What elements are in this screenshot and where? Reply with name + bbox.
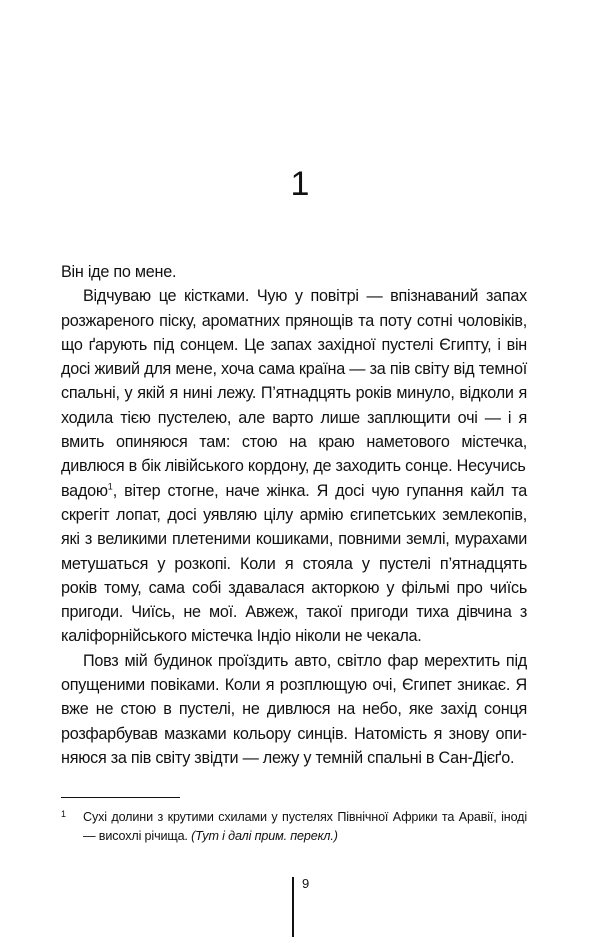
paragraph-2-part-2: вадою <box>61 481 108 500</box>
footnote-divider <box>61 797 180 798</box>
page-number: 9 <box>302 876 310 891</box>
paragraph-1: Він іде по мене. <box>61 263 177 281</box>
footnote <box>61 808 527 846</box>
footnote-marker: 1 <box>61 809 66 819</box>
paragraph-2-part-3: , вітер стогне, наче жінка. Я досі чую гупання кайл та скрегіт лопат, досі уявляю цілу армію єгипетських землекопів, які з великими плетеними кошиками, повними землі, мурахами метушаться у розкопі. Коли я стояла у пустелі п’ятнадцять років тому, сама собі здавалася акторкою у фільмі про чиїсь пригоди. Чиїсь, не мої. Авжеж, такої пригоди тиха дівчина з каліфорнійського містечка Індіо ніколи не чекала. <box>61 481 527 646</box>
body-text <box>61 260 527 770</box>
paragraph-3: Повз мій будинок проїздить авто, світло фар мерехтить під опущеними повіками. Коли я розплющую очі, Єгипет зникає. Я вже не стою в пустелі, не дивлюся на небо, яке захід сонця розфарбував мазками кольору синців. Натомість я знову опиняюся за пів світу звідти — лежу у темній спальні в Сан-Дієґо. <box>61 651 527 767</box>
footnote-text: Сухі долини з крутими схилами у пустелях Північної Африки та Аравії, іноді — висохлі річища. <box>83 810 527 843</box>
footnote-body <box>83 808 527 846</box>
footnote-translator-note: (Тут і далі прим. перекл.) <box>191 829 338 843</box>
footnote-reference[interactable]: 1 <box>107 481 113 492</box>
paragraph-2-part-1: Відчуваю це кістками. Чую у повітрі — впізнаваний запах розжареного піску, ароматних прянощів та поту сотні чоловіків, що ґарують під сонцем. Це запах західної пустелі Єгипту, і він досі живий для мене, хоча сама країна — за пів світу від темної спальні, у якій я нині лежу. П’ятнадцять років минуло, відколи я ходила тією пустелею, але варто лише заплющити очі — і я вмить опиняюся там: стою на краю наметового містечка, дивлюся в бік лівійського кордону, де заходить сонце. Несучись <box>61 287 527 476</box>
page-number-rule <box>292 877 294 937</box>
chapter-number: 1 <box>290 165 310 203</box>
paragraph-2 <box>61 284 527 648</box>
